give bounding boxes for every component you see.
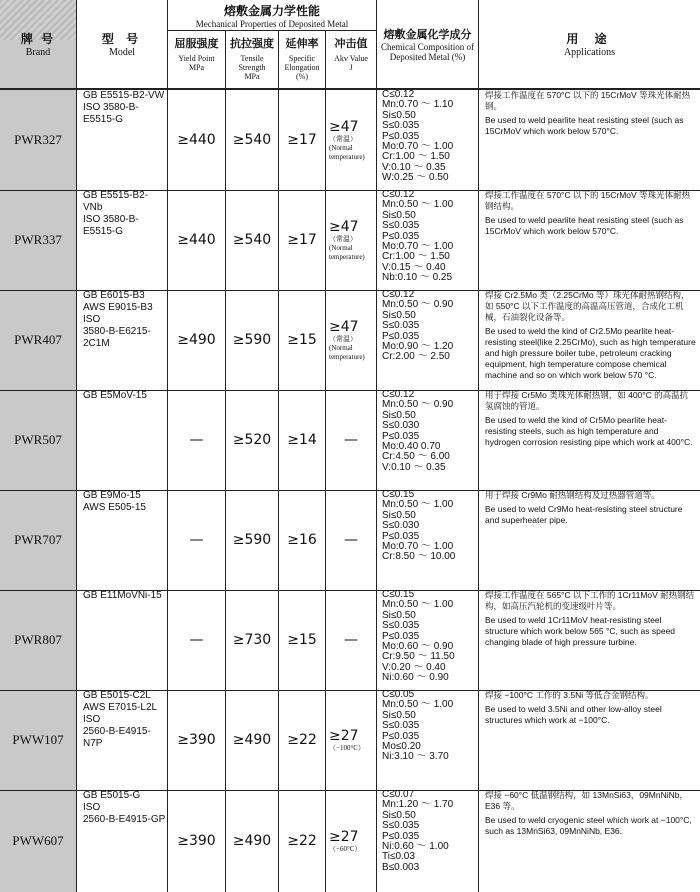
impact-number: — (344, 532, 358, 548)
chemistry-line: Mn:0.50 ～ 0.90 (382, 299, 454, 311)
chemistry-line: P≤0.035 (382, 230, 420, 242)
model-line: GB E9Mo-15 (83, 490, 141, 501)
model-cell (77, 590, 167, 690)
yield-value: — (189, 532, 204, 548)
applications-en: Be used to weld cryogenic steel which work at −100°C, such as 13MnSi63, 09MnNiNb, E36. (485, 815, 692, 836)
chemistry-line: Cr:9.50 ～ 11.50 (382, 651, 455, 663)
chemistry-line: S≤0.035 (382, 320, 420, 332)
impact-note: (Normal (329, 143, 353, 152)
header-yield (168, 31, 225, 88)
elong-value: ≥14 (287, 432, 317, 448)
grid-line (167, 30, 377, 31)
model-line: 2560-B-E4915-GP (83, 814, 166, 825)
header-brand (0, 0, 76, 88)
chemistry-line: B≤0.003 (382, 861, 420, 873)
elong-value: ≥15 (287, 632, 317, 648)
chemistry-line: Ni:0.60 ～ 0.90 (382, 672, 449, 684)
chemistry-line: Mo:0.70 ～ 1.00 (382, 541, 454, 553)
chemistry-line: Si≤0.50 (382, 709, 416, 721)
brand-cell: PWR507 (14, 432, 62, 447)
applications-cell (479, 690, 700, 790)
model-line: GB E5515-B2-VW (83, 90, 165, 101)
chemistry-line: Ni:3.10 ～ 3.70 (382, 751, 449, 763)
tensile-value: ≥520 (232, 432, 272, 448)
impact-note: temperature) (329, 152, 365, 161)
brand-cell: PWR337 (14, 232, 62, 247)
applications-zh: 焊接工作温度在 570°C 以下的 15CrMoV 等珠光体耐热钢。 (485, 90, 691, 111)
applications-en: Be used to weld Cr9Mo heat-resisting steel structure and superheater pipe. (485, 504, 683, 525)
applications-zh: 用于焊接 Cr5Mo 类珠光体耐热钢，如 400°C 的高温抗氢腐蚀的管道。 (485, 390, 689, 411)
chemistry-line: P≤0.035 (382, 130, 420, 142)
chemistry-line: C≤0.15 (382, 589, 415, 600)
impact-number: ≥47 (329, 318, 359, 335)
chemistry-cell (377, 490, 478, 590)
chemistry-line: Mn:0.50 ～ 1.00 (382, 599, 454, 611)
elong-value: ≥17 (287, 132, 317, 148)
header-tensile (226, 31, 278, 88)
applications-zh: 焊接 −60°C 低温钢结构，如 13MnSi63，09MnNiNb，E36 等。 (485, 790, 688, 811)
impact-note: (Normal (329, 243, 353, 252)
header-brand-zh: 牌 号 (20, 32, 56, 46)
impact-note: (Normal (329, 343, 353, 352)
chemistry-cell (377, 690, 478, 790)
chemistry-line: Mn:0.70 ～ 1.10 (382, 99, 454, 111)
brand-cell: PWR707 (14, 532, 62, 547)
impact-value (326, 790, 376, 892)
impact-note: （常温） (329, 134, 357, 143)
elong-value: ≥22 (287, 833, 317, 849)
chemistry-line: Mn:0.50 ～ 1.00 (382, 499, 454, 511)
header-elong (279, 31, 325, 88)
header-elong-en: Specific Elongation (%) (284, 54, 320, 81)
chemistry-line: Si≤0.50 (382, 409, 416, 421)
chemistry-cell (377, 390, 478, 490)
impact-value (326, 690, 376, 790)
impact-note: temperature) (329, 252, 365, 261)
chemistry-line: Mo:0.70 ～ 1.00 (382, 141, 454, 153)
applications-en: Be used to weld pearlite heat resisting steel (such as 15CrMoV which work below 570°C. (485, 215, 684, 236)
model-line: GB E5515-B2-VNb (83, 190, 149, 213)
model-cell (77, 790, 167, 892)
model-line: GB E11MoVNi-15 (83, 590, 162, 601)
model-line: ISO (83, 314, 101, 325)
impact-number: ≥27 (329, 828, 359, 845)
model-line: GB E5015-G (83, 790, 141, 801)
chemistry-line: C≤0.05 (382, 689, 415, 700)
impact-number: — (344, 432, 358, 448)
elong-value: ≥16 (287, 532, 317, 548)
applications-en: Be used to weld 3.5Ni and other low-alloy steel structures which work at −100°C. (485, 704, 662, 725)
applications-en: Be used to weld 1Cr11MoV heat-resisting steel structure which work below 565 °C, such as speed changing blade of high pressure turbine. (485, 615, 676, 647)
impact-value (326, 390, 376, 490)
model-line: 2560-B-E4915-N7P (83, 726, 151, 749)
tensile-value: ≥490 (232, 732, 272, 748)
header-yield-zh: 屈服强度 (174, 37, 219, 50)
chemistry-line: Cr:1.00 ～ 1.50 (382, 251, 450, 263)
chemistry-line: P≤0.035 (382, 730, 420, 742)
header-impact-en: Akv Value J (334, 54, 368, 72)
impact-note: （−100°C） (329, 743, 365, 752)
header-tensile-en: Tensile Strength MPa (238, 54, 266, 81)
impact-note: （常温） (329, 334, 357, 343)
model-cell (77, 290, 167, 390)
model-cell (77, 90, 167, 190)
tensile-value: ≥490 (232, 833, 272, 849)
yield-value: ≥390 (177, 833, 216, 849)
header-app-en: Applications (563, 47, 616, 58)
applications-cell (479, 590, 700, 690)
chemistry-line: S≤0.030 (382, 520, 420, 532)
header-app-zh: 用 途 (566, 32, 613, 46)
model-line: ISO (83, 802, 101, 813)
impact-number: ≥27 (329, 727, 359, 744)
yield-value: ≥490 (177, 332, 216, 348)
header-impact-zh: 冲击值 (334, 37, 368, 50)
chemistry-line: Cr:4.50 ～ 6.00 (382, 451, 450, 463)
impact-note: temperature) (329, 352, 365, 361)
header-mech-en: Mechanical Properties of Deposited Metal (195, 18, 349, 29)
applications-en: Be used to weld the kind of Cr2.5Mo pearlite heat-resisting steel(like 2.25CrMo), such as high temperature and high pressure boiler tube, petroleum cracking equipment, high temperature compose chemical machine and so on which work below 570 °C. (485, 326, 696, 380)
chemistry-line: Si≤0.50 (382, 509, 416, 521)
chemistry-line: S≤0.035 (382, 620, 420, 632)
chemistry-line: Ni:0.60 ～ 1.00 (382, 841, 449, 853)
chemistry-line: Mn:0.50 ～ 1.00 (382, 199, 454, 211)
chemistry-line: Si≤0.50 (382, 609, 416, 621)
impact-note: （常温） (329, 234, 357, 243)
chemistry-cell (377, 190, 478, 290)
chemistry-line: C≤0.12 (382, 389, 415, 400)
chemistry-line: C≤0.12 (382, 89, 415, 100)
header-model-zh: 型 号 (101, 32, 143, 46)
brand-cell: PWR807 (14, 632, 62, 647)
chemistry-line: S≤0.035 (382, 120, 420, 132)
applications-en: Be used to weld the kind of Cr5Mo pearlite heat-resisting steels, such as high temperature and hydrogen corrosion resisting pipe which work at 400°C. (485, 415, 693, 447)
elong-value: ≥22 (287, 732, 317, 748)
yield-value: — (189, 432, 204, 448)
impact-number: ≥47 (329, 118, 359, 135)
impact-value (326, 190, 376, 290)
chemistry-line: W:0.25 ～ 0.50 (382, 172, 449, 184)
chemistry-line: C≤0.15 (382, 489, 415, 500)
impact-value (326, 290, 376, 390)
applications-en: Be used to weld pearlite heat resisting steel (such as 15CrMoV which work below 570°C. (485, 115, 684, 136)
header-chem-en: Chemical Composition of Deposited Metal (%) (381, 42, 474, 62)
chemistry-line: S≤0.030 (382, 420, 420, 432)
chemistry-cell (377, 590, 478, 690)
model-cell (77, 190, 167, 290)
header-tensile-zh: 抗拉强度 (230, 37, 274, 50)
brand-cell: PWW107 (12, 732, 64, 747)
chemistry-line: C≤0.12 (382, 189, 415, 200)
applications-cell (479, 790, 700, 892)
header-impact (326, 31, 376, 88)
model-line: AWS E9015-B3 (83, 302, 153, 313)
impact-value (326, 490, 376, 590)
chemistry-line: Si≤0.50 (382, 309, 416, 321)
chemistry-line: P≤0.035 (382, 430, 420, 442)
chemistry-line: Cr:1.00 ～ 1.50 (382, 151, 450, 163)
applications-zh: 焊接工作温度在 570°C 以下的 15CrMoV 等珠光体耐热钢结构。 (485, 190, 691, 211)
model-line: ISO (83, 714, 101, 725)
chemistry-line: S≤0.035 (382, 720, 420, 732)
header-chem-zh: 熔敷金属化学成分 (383, 28, 472, 41)
yield-value: ≥390 (177, 732, 216, 748)
chemistry-cell (377, 290, 478, 390)
chemistry-line: Mn:0.50 ～ 1.00 (382, 699, 454, 711)
chemistry-line: Si≤0.50 (382, 109, 416, 121)
model-line: ISO 3580-B-E5515-G (83, 214, 139, 237)
model-line: 3580-B-E6215-2C1M (83, 326, 151, 349)
chemistry-cell (377, 790, 478, 892)
elong-value: ≥15 (287, 332, 317, 348)
applications-zh: 焊接 Cr2.5Mo 类（2.25CrMo 等）珠光体耐热钢结构，如 550°C 以下工作温度的高温高压管道，合成化工机械，石油裂化设备等。 (485, 290, 690, 322)
impact-number: ≥47 (329, 218, 359, 235)
elong-value: ≥17 (287, 232, 317, 248)
chemistry-cell (377, 90, 478, 190)
chemistry-line: Mn:0.50 ～ 0.90 (382, 399, 454, 411)
tensile-value: ≥730 (232, 632, 272, 648)
chemistry-line: Mo:0.60 ～ 0.90 (382, 641, 454, 653)
chemistry-line: V:0.15 ～ 0.40 (382, 261, 446, 273)
chemistry-line: Mo:0.70 ～ 1.00 (382, 241, 454, 253)
chemistry-line: P≤0.035 (382, 630, 420, 642)
chemistry-line: P≤0.035 (382, 330, 420, 342)
applications-cell (479, 190, 700, 290)
header-mech-zh: 熔敷金属力学性能 (223, 3, 320, 18)
yield-value: — (189, 632, 204, 648)
header-model (77, 0, 167, 88)
chemistry-line: V:0.10 ～ 0.35 (382, 161, 446, 173)
model-line: GB E5MoV-15 (83, 390, 147, 401)
model-line: AWS E7015-L2L (83, 702, 158, 713)
model-line: GB E5015-C2L (83, 690, 151, 701)
applications-cell (479, 390, 700, 490)
model-cell (77, 490, 167, 590)
chemistry-line: S≤0.035 (382, 820, 420, 832)
header-brand-en: Brand (25, 47, 51, 58)
chemistry-line: Mn:1.20 ～ 1.70 (382, 799, 454, 811)
model-cell (77, 690, 167, 790)
chemistry-line: Si≤0.50 (382, 809, 416, 821)
tensile-value: ≥540 (232, 232, 272, 248)
header-yield-en: Yield Point MPa (178, 54, 215, 72)
applications-zh: 用于焊接 Cr9Mo 耐热钢结构及过热器管道等。 (485, 490, 660, 500)
model-line: AWS E505-15 (83, 502, 146, 513)
chemistry-line: Cr:2.00 ～ 2.50 (382, 351, 450, 363)
header-model-en: Model (108, 47, 136, 58)
impact-note: （−60°C） (329, 844, 362, 853)
brand-cell: PWW607 (12, 833, 64, 848)
tensile-value: ≥590 (232, 532, 272, 548)
header-applications (479, 0, 700, 88)
chemistry-line: P≤0.035 (382, 830, 420, 842)
chemistry-line: P≤0.035 (382, 530, 420, 542)
model-line: GB E6015-B3 (83, 290, 145, 301)
tensile-value: ≥590 (232, 332, 272, 348)
yield-value: ≥440 (177, 232, 216, 248)
chemistry-line: Mo:0.40 0.70 (382, 441, 441, 453)
applications-zh: 焊接工作温度在 565°C 以下工作的 1Cr11MoV 耐热钢结构，如高压汽轮机的变速级叶片等。 (485, 590, 695, 611)
chemistry-line: Nb:0.10 ～ 0.25 (382, 272, 453, 284)
applications-zh: 焊接 −100°C 工作的 3.5Ni 等低合金钢结构。 (485, 690, 654, 700)
applications-cell (479, 90, 700, 190)
brand-cell: PWR407 (14, 332, 62, 347)
model-line: ISO 3580-B-E5515-G (83, 102, 139, 125)
chemistry-line: Mo:0.90 ～ 1.20 (382, 341, 454, 353)
applications-cell (479, 490, 700, 590)
impact-value (326, 590, 376, 690)
chemistry-line: C≤0.07 (382, 789, 415, 800)
header-mech (168, 0, 376, 30)
header-elong-zh: 延伸率 (285, 37, 319, 50)
header-chem (377, 0, 478, 88)
chemistry-line: Ti≤0.03 (382, 851, 415, 863)
yield-value: ≥440 (177, 132, 216, 148)
tensile-value: ≥540 (232, 132, 272, 148)
chemistry-line: Cr:8.50 ～ 10.00 (382, 551, 456, 563)
brand-cell: PWR327 (14, 132, 62, 147)
impact-number: — (344, 632, 358, 648)
chemistry-line: Si≤0.50 (382, 209, 416, 221)
model-cell (77, 390, 167, 490)
chemistry-line: V:0.10 ～ 0.35 (382, 461, 446, 473)
chemistry-line: C≤0.12 (382, 289, 415, 300)
chemistry-line: V:0.20 ～ 0.40 (382, 661, 446, 673)
applications-cell (479, 290, 700, 390)
chemistry-line: S≤0.035 (382, 220, 420, 232)
chemistry-line: Mo≤0.20 (382, 741, 421, 753)
impact-value (326, 90, 376, 190)
